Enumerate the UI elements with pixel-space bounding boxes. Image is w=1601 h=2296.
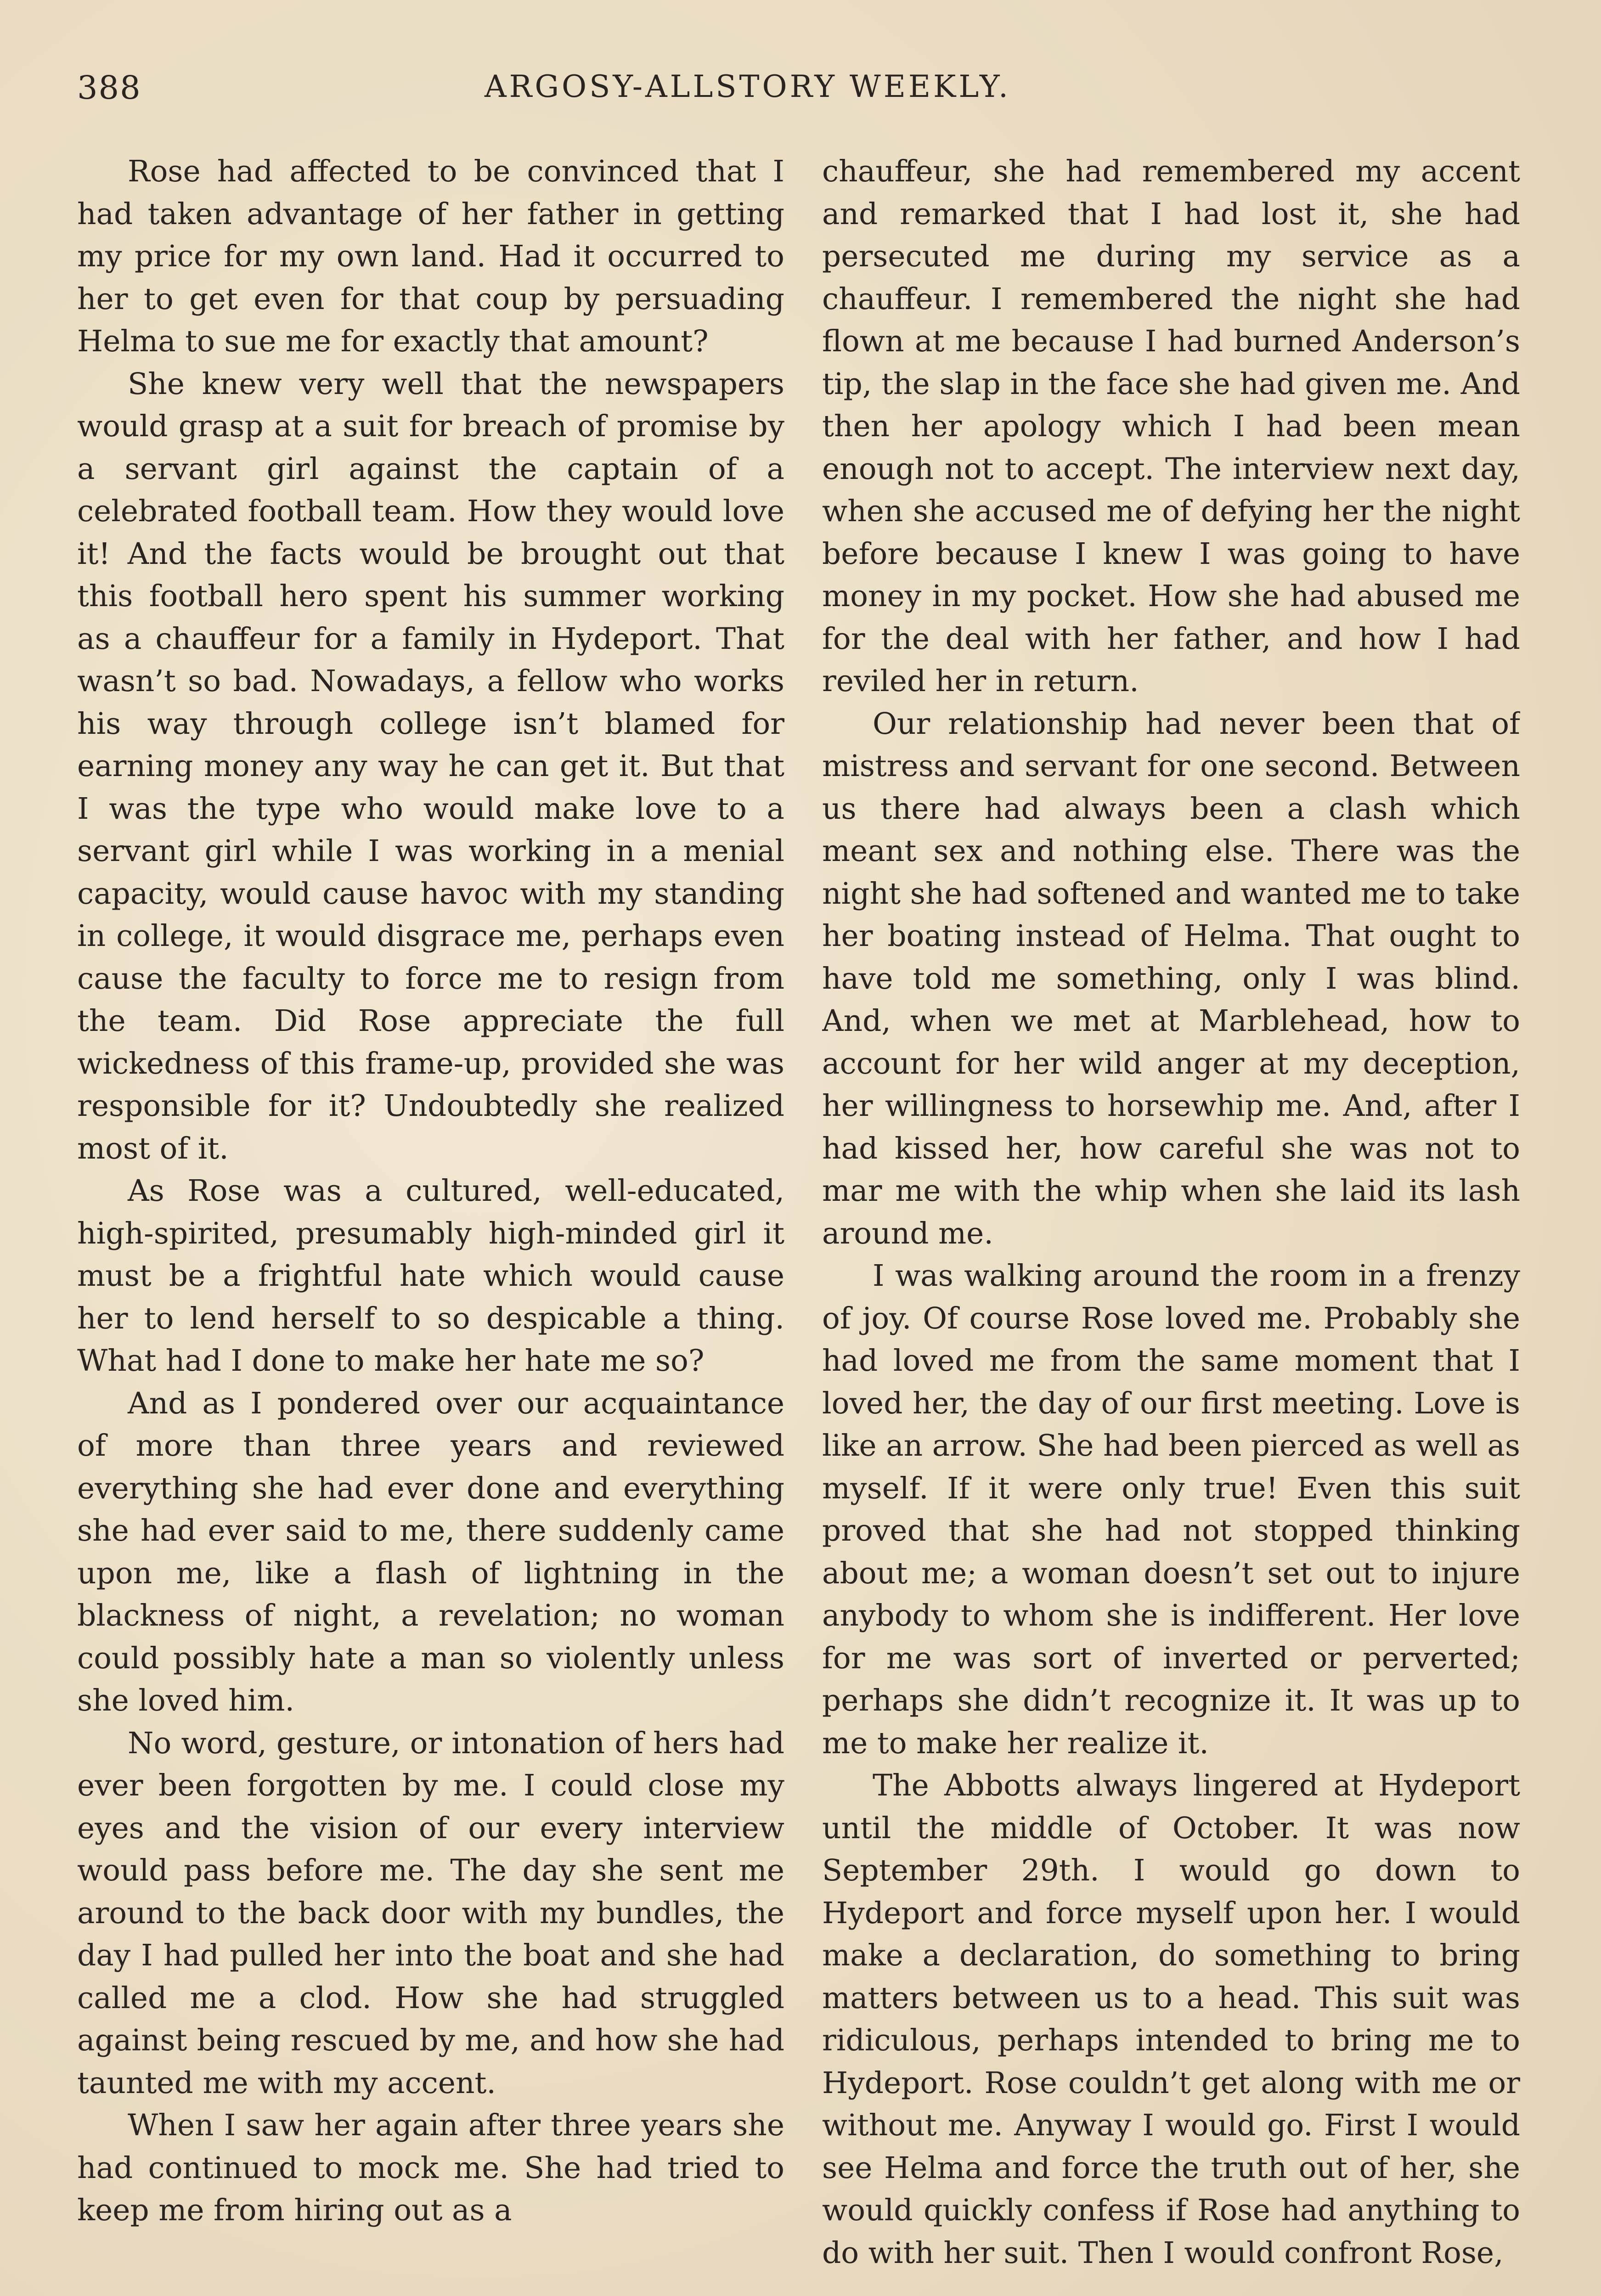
page-number: 388 bbox=[77, 69, 141, 107]
running-title: ARGOSY-ALLSTORY WEEKLY. bbox=[484, 69, 1011, 104]
page-header bbox=[77, 69, 1115, 124]
right-column bbox=[822, 151, 1520, 2296]
paragraph: She knew very well that the newspapers would grasp at a suit for breach of promise by a servant girl against the captain of a celebrated football team. How they would love it! And the facts would be brought out that this football hero spent his summer working as a chauffeur for a family in Hydeport. That wasn’t so bad. Nowadays, a fellow who works his way through college isn’t blamed for earning money any way he can get it. But that I was the type who would make love to a servant girl while I was working in a menial capacity, would cause havoc with my standing in college, it would disgrace me, perhaps even cause the faculty to force me to resign from the team. Did Rose appreciate the full wickedness of this frame-up, provided she was responsible for it? Undoubtedly she realized most of it. bbox=[77, 366, 784, 1166]
left-column bbox=[77, 151, 784, 2296]
paragraph: As Rose was a cultured, well-educated, high-spirited, presumably high-minded girl it must be a frightful hate which would cause her to lend herself to so despicable a thing. What had I done to make her hate me so? bbox=[77, 1174, 784, 1378]
paragraph: And as I pondered over our acquaintance of more than three years and reviewed everything she had ever done and everything she had ever said to me, there suddenly came upon me, like a flash of lightning in the blackness of night, a revelation; no woman could possibly hate a man so violently unless she loved him. bbox=[77, 1386, 784, 1718]
paragraph-continued: chauffeur, she had remembered my accent and remarked that I had lost it, she had persecuted me during my service as a chauffeur. I remembered the night she had flown at me because I had burned Anderson’s tip, the slap in the face she had given me. And then her apology which I had been mean enough not to accept. The interview next day, when she accused me of defying her the night before because I knew I was going to have money in my pocket. How she had abused me for the deal with her father, and how I had reviled her in return. bbox=[822, 154, 1520, 698]
paragraph: Rose had affected to be convinced that I had taken advantage of her father in getting my price for my own land. Had it occurred to her to get even for that coup by persuading Helma to sue me for exactly that amount? bbox=[77, 154, 784, 359]
paragraph: No word, gesture, or intonation of hers had ever been forgotten by me. I could close my eyes and the vision of our every interview would pass before me. The day she sent me around to the back door with my bundles, the day I had pulled her into the boat and she had called me a clod. How she had struggled against being rescued by me, and how she had taunted me with my accent. bbox=[77, 1726, 784, 2100]
paragraph: The Abbotts always lingered at Hydeport until the middle of October. It was now September 29th. I would go down to Hydeport and force myself upon her. I would make a declaration, do something to bring matters between us to a head. This suit was ridiculous, perhaps intended to bring me to Hydeport. Rose couldn’t get along with me or without me. Anyway I would go. First I would see Helma and force the truth out of her, she would quickly confess if Rose had anything to do with her suit. Then I would confront Rose, bbox=[822, 1768, 1520, 2270]
paragraph: When I saw her again after three years she had continued to mock me. She had tried to keep me from hiring out as a bbox=[77, 2108, 784, 2228]
paragraph: I was walking around the room in a frenzy of joy. Of course Rose loved me. Probably she had loved me from the same moment that I loved her, the day of our first meeting. Love is like an arrow. She had been pierced as well as myself. If it were only true! Even this suit proved that she had not stopped thinking about me; a woman doesn’t set out to injure anybody to whom she is indifferent. Her love for me was sort of inverted or perverted; perhaps she didn’t recognize it. It was up to me to make her realize it. bbox=[822, 1259, 1520, 1761]
paragraph: Our relationship had never been that of mistress and servant for one second. Between us there had always been a clash which meant sex and nothing else. There was the night she had softened and wanted me to take her boating instead of Helma. That ought to have told me something, only I was blind. And, when we met at Marblehead, how to account for her wild anger at my deception, her willingness to horsewhip me. And, after I had kissed her, how careful she was not to mar me with the whip when she laid its lash around me. bbox=[822, 706, 1520, 1251]
